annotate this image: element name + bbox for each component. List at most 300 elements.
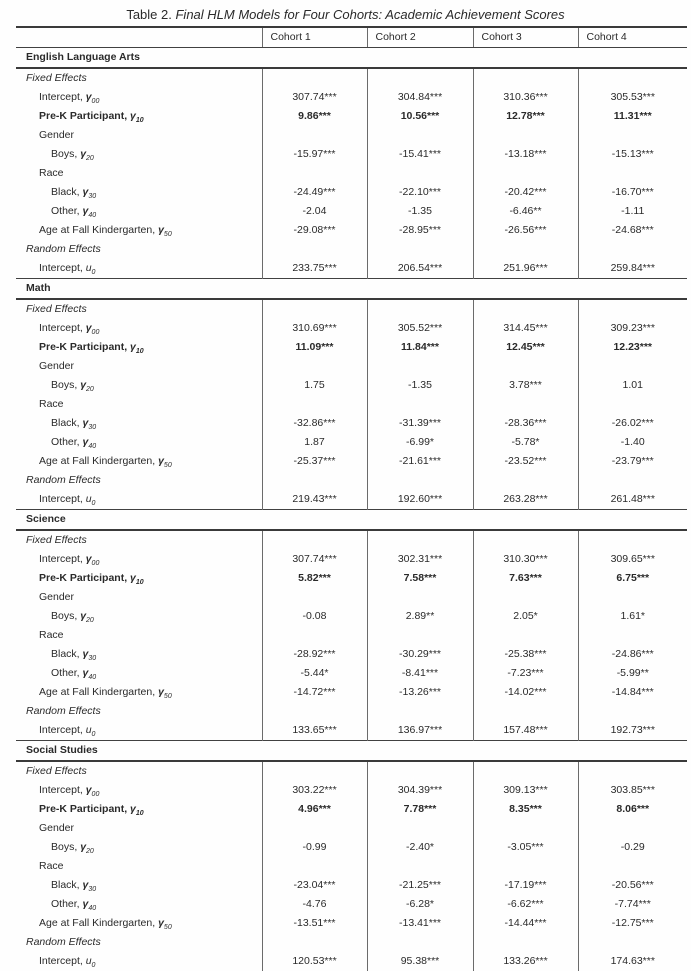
- table-row: [16, 761, 687, 781]
- table-row: [16, 800, 687, 819]
- value-cell-cohort-4: 309.65***: [578, 550, 687, 569]
- value-cell-cohort-4: 192.73***: [578, 721, 687, 741]
- u-symbol: u: [85, 724, 92, 736]
- row-label-race: Race: [39, 167, 64, 179]
- value-cell-cohort-3: -3.05***: [473, 838, 578, 857]
- value-cell-cohort-2: [367, 819, 473, 838]
- value-cell-cohort-4: 8.06***: [578, 800, 687, 819]
- section-title: English Language Arts: [16, 48, 687, 69]
- value-cell-cohort-4: [578, 395, 687, 414]
- value-cell-cohort-4: [578, 933, 687, 952]
- gamma-symbol: γ: [82, 898, 89, 910]
- value-cell-cohort-1: [262, 240, 367, 259]
- row-label-boys: Boys, $\gamma_{20}$: [51, 841, 94, 856]
- value-cell-cohort-4: [578, 626, 687, 645]
- value-cell-cohort-3: [473, 702, 578, 721]
- value-cell-cohort-2: 305.52***: [367, 319, 473, 338]
- value-cell-cohort-1: 5.82***: [262, 569, 367, 588]
- value-cell-cohort-1: 9.86***: [262, 107, 367, 126]
- table-caption: Final HLM Models for Four Cohorts: Academic Achievement Scores: [175, 7, 565, 22]
- table-row: [16, 895, 687, 914]
- symbol-subscript: 10: [135, 348, 144, 356]
- symbol-subscript: 20: [86, 155, 94, 163]
- table-row: [16, 645, 687, 664]
- value-cell-cohort-4: [578, 240, 687, 259]
- gamma-symbol: γ: [130, 110, 136, 122]
- value-cell-cohort-2: 302.31***: [367, 550, 473, 569]
- value-cell-cohort-1: -5.44*: [262, 664, 367, 683]
- value-cell-cohort-1: [262, 126, 367, 145]
- value-cell-cohort-4: [578, 819, 687, 838]
- table-row: [16, 781, 687, 800]
- section-title: Math: [16, 279, 687, 300]
- table-row: [16, 221, 687, 240]
- row-label-gender: Gender: [39, 591, 75, 603]
- value-cell-cohort-2: -1.35: [367, 202, 473, 221]
- gamma-symbol: γ: [130, 803, 136, 815]
- value-cell-cohort-1: 11.09***: [262, 338, 367, 357]
- symbol-subscript: 10: [135, 579, 144, 587]
- value-cell-cohort-2: 2.89**: [367, 607, 473, 626]
- value-cell-cohort-3: -13.18***: [473, 145, 578, 164]
- table-row: [16, 530, 687, 550]
- row-label-other: Other, $\gamma_{40}$: [51, 205, 97, 220]
- gamma-symbol: γ: [82, 667, 89, 679]
- row-label-intercept: Intercept, $\gamma_{00}$: [39, 553, 100, 568]
- value-cell-cohort-2: [367, 299, 473, 319]
- gamma-symbol: γ: [158, 224, 164, 236]
- value-cell-cohort-2: 7.78***: [367, 800, 473, 819]
- value-cell-cohort-2: [367, 933, 473, 952]
- table-row: [16, 607, 687, 626]
- value-cell-cohort-1: 4.96***: [262, 800, 367, 819]
- symbol-subscript: 00: [91, 329, 100, 337]
- value-cell-cohort-4: 6.75***: [578, 569, 687, 588]
- value-cell-cohort-4: 11.31***: [578, 107, 687, 126]
- value-cell-cohort-4: -16.70***: [578, 183, 687, 202]
- value-cell-cohort-1: [262, 530, 367, 550]
- value-cell-cohort-1: [262, 357, 367, 376]
- value-cell-cohort-4: -1.11: [578, 202, 687, 221]
- row-label-fixed-effects: Fixed Effects: [26, 303, 87, 315]
- symbol-subscript: 0: [91, 731, 96, 739]
- value-cell-cohort-1: 233.75***: [262, 259, 367, 279]
- value-cell-cohort-2: [367, 857, 473, 876]
- value-cell-cohort-2: [367, 357, 473, 376]
- symbol-subscript: 0: [91, 500, 96, 508]
- value-cell-cohort-3: [473, 819, 578, 838]
- value-cell-cohort-1: -4.76: [262, 895, 367, 914]
- row-label-age-at-fall-kindergarten: Age at Fall Kindergarten, $\gamma_{50}$: [39, 455, 172, 470]
- value-cell-cohort-4: 1.61*: [578, 607, 687, 626]
- symbol-subscript: 40: [88, 674, 97, 682]
- value-cell-cohort-3: 8.35***: [473, 800, 578, 819]
- symbol-subscript: 50: [163, 924, 172, 932]
- value-cell-cohort-2: -15.41***: [367, 145, 473, 164]
- row-label-pre-k-participant: Pre-K Participant, $\gamma_{10}$: [39, 341, 144, 356]
- value-cell-cohort-3: [473, 857, 578, 876]
- symbol-subscript: 50: [163, 231, 172, 239]
- value-cell-cohort-1: [262, 471, 367, 490]
- table-row: [16, 721, 687, 741]
- value-cell-cohort-1: 1.75: [262, 376, 367, 395]
- symbol-subscript: 40: [88, 905, 97, 913]
- value-cell-cohort-1: [262, 702, 367, 721]
- gamma-symbol: γ: [82, 205, 89, 217]
- table-row: [16, 471, 687, 490]
- value-cell-cohort-1: -25.37***: [262, 452, 367, 471]
- table-row: [16, 107, 687, 126]
- row-label-boys: Boys, $\gamma_{20}$: [51, 610, 94, 625]
- value-cell-cohort-4: 259.84***: [578, 259, 687, 279]
- row-label-random-effects: Random Effects: [26, 474, 101, 486]
- symbol-subscript: 30: [88, 424, 97, 432]
- column-header-cohort-3: Cohort 3: [473, 27, 578, 48]
- value-cell-cohort-1: -0.08: [262, 607, 367, 626]
- table-row: [16, 626, 687, 645]
- table-row: [16, 395, 687, 414]
- value-cell-cohort-4: [578, 357, 687, 376]
- table-row: [16, 490, 687, 510]
- value-cell-cohort-4: [578, 164, 687, 183]
- value-cell-cohort-1: -32.86***: [262, 414, 367, 433]
- table-row: [16, 702, 687, 721]
- row-label-random-effects: Random Effects: [26, 936, 101, 948]
- symbol-subscript: 20: [86, 617, 94, 625]
- value-cell-cohort-1: -2.04: [262, 202, 367, 221]
- value-cell-cohort-1: 219.43***: [262, 490, 367, 510]
- table-row: [16, 838, 687, 857]
- value-cell-cohort-2: [367, 395, 473, 414]
- gamma-symbol: γ: [80, 379, 87, 391]
- value-cell-cohort-4: 305.53***: [578, 88, 687, 107]
- value-cell-cohort-1: 133.65***: [262, 721, 367, 741]
- gamma-symbol: γ: [85, 553, 92, 565]
- value-cell-cohort-4: [578, 471, 687, 490]
- value-cell-cohort-3: 314.45***: [473, 319, 578, 338]
- value-cell-cohort-3: 7.63***: [473, 569, 578, 588]
- gamma-symbol: γ: [130, 572, 136, 584]
- value-cell-cohort-3: 12.78***: [473, 107, 578, 126]
- table-row: [16, 376, 687, 395]
- value-cell-cohort-1: 307.74***: [262, 88, 367, 107]
- row-label-intercept: Intercept, $\gamma_{00}$: [39, 91, 100, 106]
- value-cell-cohort-2: 136.97***: [367, 721, 473, 741]
- row-label-intercept: Intercept, $\gamma_{00}$: [39, 322, 100, 337]
- value-cell-cohort-4: 303.85***: [578, 781, 687, 800]
- value-cell-cohort-1: [262, 626, 367, 645]
- value-cell-cohort-3: [473, 357, 578, 376]
- row-label-black: Black, $\gamma_{30}$: [51, 186, 97, 201]
- value-cell-cohort-3: [473, 588, 578, 607]
- value-cell-cohort-2: -13.41***: [367, 914, 473, 933]
- table-row: [16, 357, 687, 376]
- value-cell-cohort-3: -20.42***: [473, 183, 578, 202]
- value-cell-cohort-1: [262, 164, 367, 183]
- value-cell-cohort-4: -0.29: [578, 838, 687, 857]
- value-cell-cohort-2: 206.54***: [367, 259, 473, 279]
- row-label-black: Black, $\gamma_{30}$: [51, 879, 97, 894]
- value-cell-cohort-3: [473, 164, 578, 183]
- value-cell-cohort-4: -24.68***: [578, 221, 687, 240]
- value-cell-cohort-3: -14.44***: [473, 914, 578, 933]
- row-label-boys: Boys, $\gamma_{20}$: [51, 148, 94, 163]
- value-cell-cohort-3: -14.02***: [473, 683, 578, 702]
- row-label-pre-k-participant: Pre-K Participant, $\gamma_{10}$: [39, 572, 144, 587]
- value-cell-cohort-2: [367, 761, 473, 781]
- value-cell-cohort-3: -23.52***: [473, 452, 578, 471]
- gamma-symbol: γ: [158, 455, 164, 467]
- value-cell-cohort-1: [262, 761, 367, 781]
- table-number: Table 2.: [126, 7, 172, 22]
- value-cell-cohort-1: 307.74***: [262, 550, 367, 569]
- value-cell-cohort-3: 2.05*: [473, 607, 578, 626]
- value-cell-cohort-1: 1.87: [262, 433, 367, 452]
- value-cell-cohort-2: -21.25***: [367, 876, 473, 895]
- value-cell-cohort-1: [262, 857, 367, 876]
- table-row: [16, 240, 687, 259]
- value-cell-cohort-1: -15.97***: [262, 145, 367, 164]
- column-header-row: [16, 27, 687, 48]
- row-label-intercept: Intercept, $u_0$: [39, 262, 96, 277]
- value-cell-cohort-3: 12.45***: [473, 338, 578, 357]
- gamma-symbol: γ: [85, 784, 92, 796]
- value-cell-cohort-4: [578, 588, 687, 607]
- table-row: [16, 914, 687, 933]
- value-cell-cohort-4: [578, 68, 687, 88]
- value-cell-cohort-3: [473, 471, 578, 490]
- section-header-social-studies: [16, 741, 687, 762]
- value-cell-cohort-4: -26.02***: [578, 414, 687, 433]
- value-cell-cohort-3: 3.78***: [473, 376, 578, 395]
- table-row: [16, 433, 687, 452]
- value-cell-cohort-4: [578, 299, 687, 319]
- symbol-subscript: 00: [91, 98, 100, 106]
- value-cell-cohort-1: -23.04***: [262, 876, 367, 895]
- symbol-subscript: 00: [91, 560, 100, 568]
- row-label-gender: Gender: [39, 822, 75, 834]
- gamma-symbol: γ: [82, 417, 89, 429]
- symbol-subscript: 00: [91, 791, 100, 799]
- value-cell-cohort-1: -24.49***: [262, 183, 367, 202]
- row-label-random-effects: Random Effects: [26, 243, 101, 255]
- table-row: [16, 819, 687, 838]
- table-row: [16, 164, 687, 183]
- column-header-cohort-2: Cohort 2: [367, 27, 473, 48]
- table-row: [16, 569, 687, 588]
- gamma-symbol: γ: [82, 648, 89, 660]
- value-cell-cohort-2: -1.35: [367, 376, 473, 395]
- gamma-symbol: γ: [82, 879, 89, 891]
- hlm-results-table: [16, 26, 687, 971]
- symbol-subscript: 50: [163, 693, 172, 701]
- symbol-subscript: 10: [135, 117, 144, 125]
- row-label-fixed-effects: Fixed Effects: [26, 72, 87, 84]
- table-row: [16, 338, 687, 357]
- value-cell-cohort-3: [473, 68, 578, 88]
- value-cell-cohort-1: -0.99: [262, 838, 367, 857]
- gamma-symbol: γ: [130, 341, 136, 353]
- table-row: [16, 88, 687, 107]
- gamma-symbol: γ: [82, 186, 89, 198]
- value-cell-cohort-3: [473, 761, 578, 781]
- gamma-symbol: γ: [80, 841, 87, 853]
- table-row: [16, 452, 687, 471]
- gamma-symbol: γ: [158, 917, 164, 929]
- value-cell-cohort-4: -24.86***: [578, 645, 687, 664]
- u-symbol: u: [85, 493, 92, 505]
- table-body: [16, 27, 687, 971]
- gamma-symbol: γ: [158, 686, 164, 698]
- table-row: [16, 683, 687, 702]
- row-label-fixed-effects: Fixed Effects: [26, 534, 87, 546]
- section-title: Social Studies: [16, 741, 687, 762]
- gamma-symbol: γ: [80, 610, 87, 622]
- value-cell-cohort-2: 7.58***: [367, 569, 473, 588]
- symbol-subscript: 0: [91, 269, 96, 277]
- table-row: [16, 952, 687, 971]
- table-row: [16, 319, 687, 338]
- value-cell-cohort-3: -28.36***: [473, 414, 578, 433]
- row-label-intercept: Intercept, $\gamma_{00}$: [39, 784, 100, 799]
- value-cell-cohort-2: -30.29***: [367, 645, 473, 664]
- value-cell-cohort-2: -8.41***: [367, 664, 473, 683]
- row-label-pre-k-participant: Pre-K Participant, $\gamma_{10}$: [39, 803, 144, 818]
- symbol-subscript: 10: [135, 810, 144, 818]
- value-cell-cohort-3: 309.13***: [473, 781, 578, 800]
- column-header-cohort-4: Cohort 4: [578, 27, 687, 48]
- row-label-gender: Gender: [39, 360, 75, 372]
- row-label-black: Black, $\gamma_{30}$: [51, 417, 97, 432]
- row-label-intercept: Intercept, $u_0$: [39, 724, 96, 739]
- row-label-other: Other, $\gamma_{40}$: [51, 436, 97, 451]
- value-cell-cohort-2: -22.10***: [367, 183, 473, 202]
- value-cell-cohort-2: -28.95***: [367, 221, 473, 240]
- row-label-intercept: Intercept, $u_0$: [39, 955, 96, 970]
- value-cell-cohort-4: 12.23***: [578, 338, 687, 357]
- value-cell-cohort-3: -17.19***: [473, 876, 578, 895]
- gamma-symbol: γ: [80, 148, 87, 160]
- table-row: [16, 202, 687, 221]
- value-cell-cohort-2: -6.99*: [367, 433, 473, 452]
- row-label-age-at-fall-kindergarten: Age at Fall Kindergarten, $\gamma_{50}$: [39, 224, 172, 239]
- value-cell-cohort-4: [578, 761, 687, 781]
- symbol-subscript: 30: [88, 886, 97, 894]
- value-cell-cohort-4: -12.75***: [578, 914, 687, 933]
- value-cell-cohort-3: [473, 626, 578, 645]
- value-cell-cohort-2: -21.61***: [367, 452, 473, 471]
- value-cell-cohort-4: [578, 702, 687, 721]
- value-cell-cohort-4: -14.84***: [578, 683, 687, 702]
- column-header-blank-cell: [16, 27, 262, 48]
- value-cell-cohort-2: [367, 471, 473, 490]
- value-cell-cohort-2: [367, 588, 473, 607]
- value-cell-cohort-1: -14.72***: [262, 683, 367, 702]
- value-cell-cohort-1: [262, 68, 367, 88]
- value-cell-cohort-2: 304.84***: [367, 88, 473, 107]
- value-cell-cohort-1: [262, 588, 367, 607]
- table-row: [16, 414, 687, 433]
- value-cell-cohort-1: -28.92***: [262, 645, 367, 664]
- value-cell-cohort-4: [578, 126, 687, 145]
- value-cell-cohort-3: [473, 299, 578, 319]
- value-cell-cohort-3: 263.28***: [473, 490, 578, 510]
- value-cell-cohort-4: 309.23***: [578, 319, 687, 338]
- value-cell-cohort-3: [473, 395, 578, 414]
- value-cell-cohort-2: [367, 530, 473, 550]
- value-cell-cohort-3: 310.30***: [473, 550, 578, 569]
- table-row: [16, 68, 687, 88]
- value-cell-cohort-4: -15.13***: [578, 145, 687, 164]
- row-label-intercept: Intercept, $u_0$: [39, 493, 96, 508]
- value-cell-cohort-2: 304.39***: [367, 781, 473, 800]
- u-symbol: u: [85, 262, 92, 274]
- row-label-pre-k-participant: Pre-K Participant, $\gamma_{10}$: [39, 110, 144, 125]
- value-cell-cohort-2: [367, 164, 473, 183]
- row-label-fixed-effects: Fixed Effects: [26, 765, 87, 777]
- value-cell-cohort-1: 303.22***: [262, 781, 367, 800]
- table-row: [16, 550, 687, 569]
- value-cell-cohort-4: 174.63***: [578, 952, 687, 971]
- table-row: [16, 588, 687, 607]
- table-row: [16, 876, 687, 895]
- value-cell-cohort-4: -7.74***: [578, 895, 687, 914]
- value-cell-cohort-3: 157.48***: [473, 721, 578, 741]
- value-cell-cohort-2: 95.38***: [367, 952, 473, 971]
- row-label-race: Race: [39, 860, 64, 872]
- row-label-age-at-fall-kindergarten: Age at Fall Kindergarten, $\gamma_{50}$: [39, 917, 172, 932]
- symbol-subscript: 20: [86, 386, 94, 394]
- value-cell-cohort-3: -7.23***: [473, 664, 578, 683]
- table-row: [16, 259, 687, 279]
- section-title: Science: [16, 510, 687, 531]
- symbol-subscript: 30: [88, 193, 97, 201]
- table-row: [16, 664, 687, 683]
- symbol-subscript: 0: [91, 962, 96, 970]
- row-label-random-effects: Random Effects: [26, 705, 101, 717]
- symbol-subscript: 30: [88, 655, 97, 663]
- symbol-subscript: 50: [163, 462, 172, 470]
- value-cell-cohort-2: 11.84***: [367, 338, 473, 357]
- value-cell-cohort-2: [367, 68, 473, 88]
- value-cell-cohort-1: -13.51***: [262, 914, 367, 933]
- row-label-gender: Gender: [39, 129, 75, 141]
- value-cell-cohort-3: [473, 933, 578, 952]
- section-header-science: [16, 510, 687, 531]
- table-row: [16, 126, 687, 145]
- table-row: [16, 299, 687, 319]
- section-header-english-language-arts: [16, 48, 687, 69]
- value-cell-cohort-4: -1.40: [578, 433, 687, 452]
- row-label-other: Other, $\gamma_{40}$: [51, 898, 97, 913]
- symbol-subscript: 20: [86, 848, 94, 856]
- table-row: [16, 857, 687, 876]
- value-cell-cohort-2: -6.28*: [367, 895, 473, 914]
- value-cell-cohort-3: -5.78*: [473, 433, 578, 452]
- value-cell-cohort-3: -26.56***: [473, 221, 578, 240]
- table-row: [16, 933, 687, 952]
- row-label-black: Black, $\gamma_{30}$: [51, 648, 97, 663]
- value-cell-cohort-1: [262, 933, 367, 952]
- value-cell-cohort-3: -25.38***: [473, 645, 578, 664]
- value-cell-cohort-2: [367, 240, 473, 259]
- gamma-symbol: γ: [82, 436, 89, 448]
- value-cell-cohort-2: -31.39***: [367, 414, 473, 433]
- value-cell-cohort-1: [262, 395, 367, 414]
- table-row: [16, 145, 687, 164]
- table-row: [16, 183, 687, 202]
- value-cell-cohort-3: [473, 530, 578, 550]
